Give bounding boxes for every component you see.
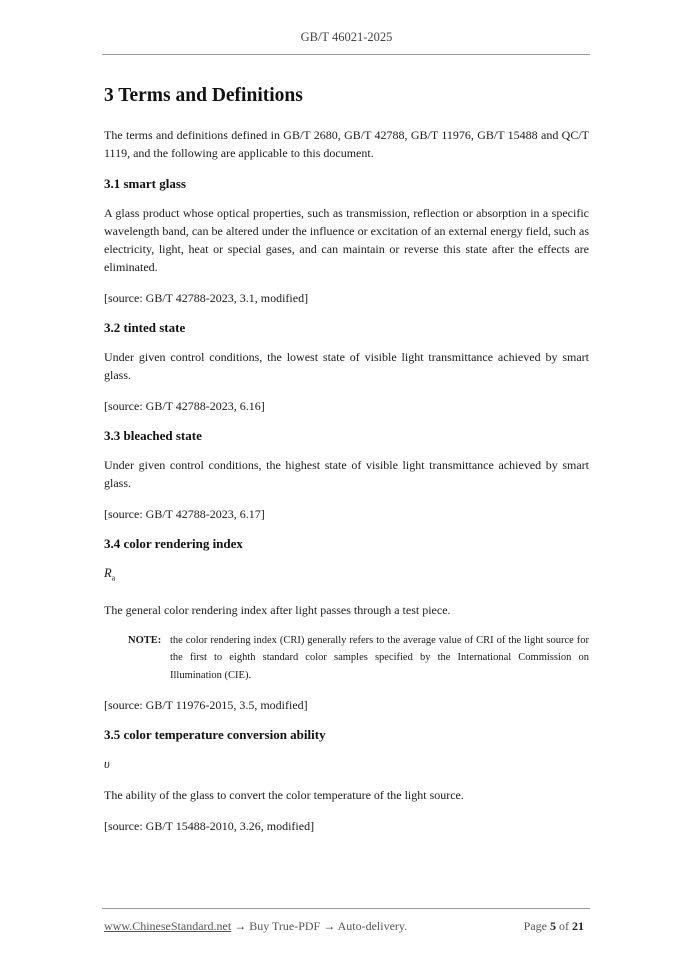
page-number [524,919,584,934]
symbol-main: R [104,566,112,580]
term-source: [source: GB/T 15488-2010, 3.26, modified] [104,819,315,833]
page-word: Page [523,919,547,933]
term-heading-bleached-state: 3.3 bleached state [104,428,202,443]
note-label: NOTE: [128,634,162,646]
footer-divider [102,908,590,909]
footer-links [104,919,407,933]
term-definition: Under given control conditions, the lowest state of visible light transmittance achieved by smart glass. [104,350,589,382]
term-definition: A glass product whose optical properties, such as transmission, reflection or absorption in a specific wavelength band, can be altered under the influence or excitation of an external energy field, such as electricity, light, heat or special gases, and can maintain or reverse this state after the effects are eliminated. [104,206,589,274]
term-source: [source: GB/T 11976-2015, 3.5, modified] [104,698,308,712]
term-heading-color-temperature-conversion: 3.5 color temperature conversion ability [104,727,326,742]
buy-pdf-text: Buy True-PDF [249,919,321,933]
term-definition: The general color rendering index after light passes through a test piece. [104,602,451,617]
term-symbol: υ [104,757,110,771]
term-source: [source: GB/T 42788-2023, 6.17] [104,507,265,521]
arrow-icon: → [234,919,247,933]
term-heading-smart-glass: 3.1 smart glass [104,176,186,191]
term-heading-color-rendering-index: 3.4 color rendering index [104,536,243,551]
term-note [104,632,589,685]
page-current: 5 [550,919,556,933]
page-footer [104,919,588,934]
symbol-subscript: a [111,573,116,583]
header-divider [102,54,590,55]
of-word: of [559,919,569,933]
auto-delivery-text: Auto-delivery. [337,919,408,933]
arrow-icon: → [323,919,336,933]
term-source: [source: GB/T 42788-2023, 6.16] [104,399,265,413]
term-heading-tinted-state: 3.2 tinted state [104,320,186,335]
note-text: the color rendering index (CRI) generally refers to the average value of CRI of the light source for the first to eighth standard color samples specified by the International Commission on Illumination (CIE). [170,634,589,681]
term-symbol [104,564,589,588]
term-definition: The ability of the glass to convert the color temperature of the light source. [104,788,464,802]
document-body [104,85,589,848]
page-total: 21 [572,919,584,933]
section-intro: The terms and definitions defined in GB/T 2680, GB/T 42788, GB/T 11976, GB/T 15488 and QC/T 1119, and the following are applicable to this document. [104,128,589,160]
site-link[interactable]: www.ChineseStandard.net [104,919,232,933]
running-header: GB/T 46021-2025 [300,30,393,44]
term-source: [source: GB/T 42788-2023, 3.1, modified] [104,291,309,305]
section-title: 3 Terms and Definitions [104,85,303,106]
term-definition: Under given control conditions, the highest state of visible light transmittance achieved by smart glass. [104,458,589,490]
